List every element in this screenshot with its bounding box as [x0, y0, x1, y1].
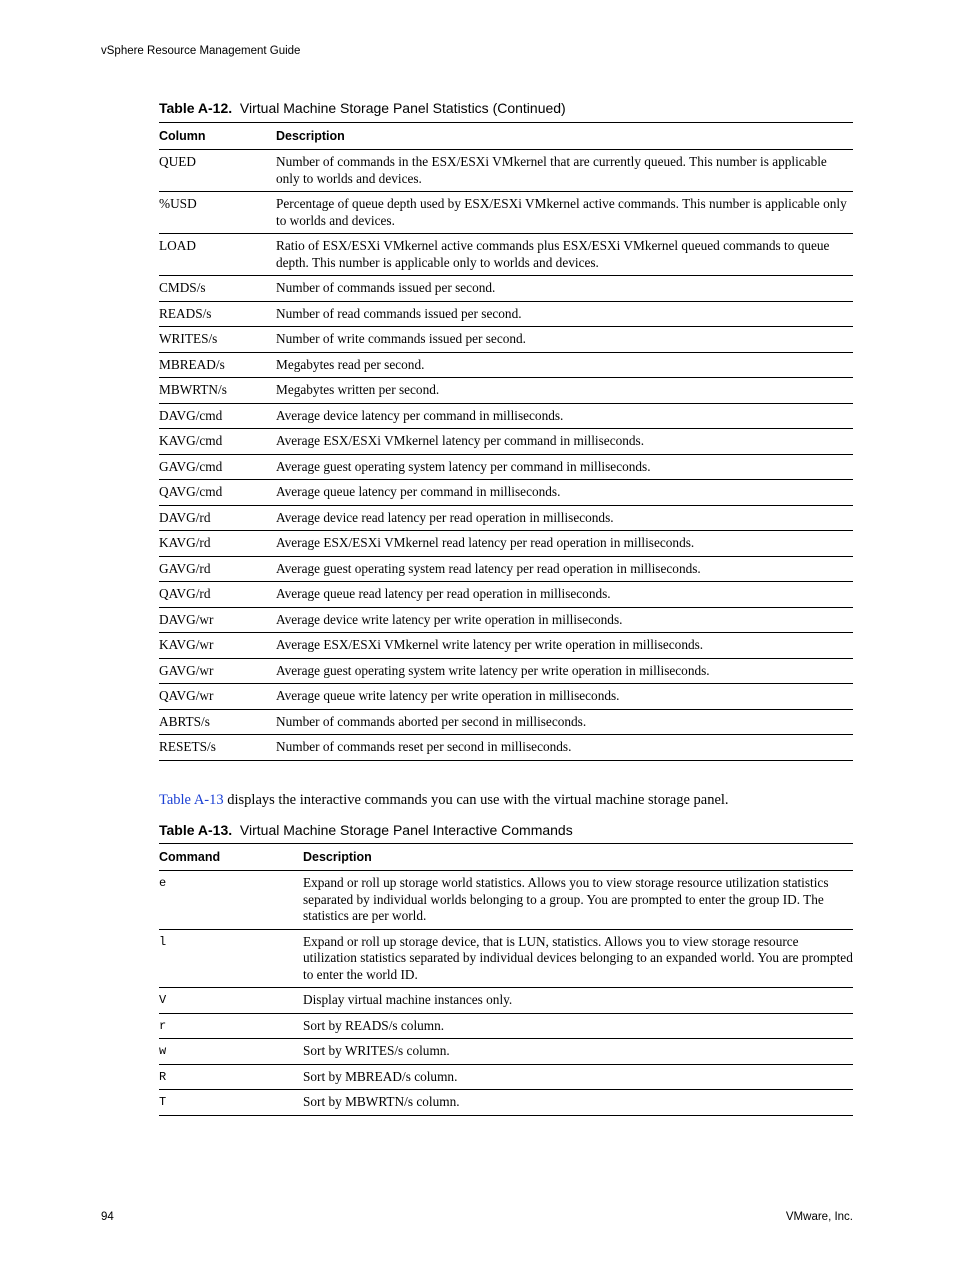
table-row [159, 1064, 853, 1090]
running-header: vSphere Resource Management Guide [101, 45, 301, 57]
cell-name: KAVG/rd [159, 531, 276, 557]
cell-name: GAVG/wr [159, 658, 276, 684]
table-row [159, 1039, 853, 1065]
table-row [159, 1013, 853, 1039]
cell-description: Number of commands in the ESX/ESXi VMkernel that are currently queued. This number is applicable only to worlds and devices. [276, 150, 853, 192]
cell-name: KAVG/wr [159, 633, 276, 659]
cell-description: Average queue latency per command in milliseconds. [276, 480, 853, 506]
cell-description: Sort by READS/s column. [303, 1013, 853, 1039]
table-row [159, 633, 853, 659]
cell-name: l [159, 929, 303, 988]
cell-name: %USD [159, 192, 276, 234]
table-row [159, 150, 853, 192]
cell-description: Megabytes written per second. [276, 378, 853, 404]
cell-name: QAVG/rd [159, 582, 276, 608]
table-row [159, 352, 853, 378]
column-header-description: Description [276, 123, 853, 150]
cell-name: MBREAD/s [159, 352, 276, 378]
table-row [159, 1090, 853, 1116]
cell-description: Average guest operating system read latency per read operation in milliseconds. [276, 556, 853, 582]
cell-name: KAVG/cmd [159, 429, 276, 455]
cell-description: Average device write latency per write operation in milliseconds. [276, 607, 853, 633]
page-number: 94 [101, 1211, 114, 1223]
table-row [159, 378, 853, 404]
cell-description: Number of read commands issued per second. [276, 301, 853, 327]
table-row [159, 684, 853, 710]
cell-description: Sort by MBREAD/s column. [303, 1064, 853, 1090]
table-row [159, 988, 853, 1014]
cell-name: ABRTS/s [159, 709, 276, 735]
cell-description: Number of commands reset per second in milliseconds. [276, 735, 853, 761]
table-row [159, 301, 853, 327]
cell-name: RESETS/s [159, 735, 276, 761]
cell-description: Number of write commands issued per second. [276, 327, 853, 353]
table-row [159, 929, 853, 988]
cell-description: Ratio of ESX/ESXi VMkernel active commands plus ESX/ESXi VMkernel queued commands to queue depth. This number is applicable only to worlds and devices. [276, 234, 853, 276]
table-row [159, 429, 853, 455]
table-a13-caption [159, 822, 573, 838]
cell-name: DAVG/cmd [159, 403, 276, 429]
intro-text: displays the interactive commands you can use with the virtual machine storage panel. [223, 792, 729, 808]
cell-description: Number of commands aborted per second in milliseconds. [276, 709, 853, 735]
cell-description: Average ESX/ESXi VMkernel latency per command in milliseconds. [276, 429, 853, 455]
table-row [159, 582, 853, 608]
cell-description: Expand or roll up storage world statistics. Allows you to view storage resource utilization statistics separated by individual worlds belonging to a group. You are prompted to enter the group ID. The statistics are per world. [303, 871, 853, 930]
cell-description: Average queue write latency per write operation in milliseconds. [276, 684, 853, 710]
table-a12-caption-text: Virtual Machine Storage Panel Statistics (Continued) [239, 100, 566, 116]
table-row [159, 871, 853, 930]
cell-name: V [159, 988, 303, 1014]
cell-name: DAVG/wr [159, 607, 276, 633]
footer-company: VMware, Inc. [785, 1211, 853, 1223]
cell-name: QUED [159, 150, 276, 192]
table-row [159, 531, 853, 557]
cell-name: QAVG/cmd [159, 480, 276, 506]
table-row [159, 234, 853, 276]
cell-name: DAVG/rd [159, 505, 276, 531]
table-a13-link[interactable]: Table A-13 [159, 792, 224, 808]
table-a12-caption-label: Table A-12. [159, 100, 233, 116]
table-row [159, 709, 853, 735]
table-header-row [159, 123, 853, 150]
column-header-command: Command [159, 844, 303, 871]
cell-description: Average device read latency per read operation in milliseconds. [276, 505, 853, 531]
cell-description: Expand or roll up storage device, that is LUN, statistics. Allows you to view storage resource utilization statistics separated by individual devices belonging to an expanded world. You are prompted to enter the world ID. [303, 929, 853, 988]
cell-name: R [159, 1064, 303, 1090]
table-a13-body [159, 871, 853, 1116]
cell-name: e [159, 871, 303, 930]
table-header-row [159, 844, 853, 871]
cell-description: Display virtual machine instances only. [303, 988, 853, 1014]
cell-name: READS/s [159, 301, 276, 327]
table-a13-caption-label: Table A-13. [159, 822, 233, 838]
table-row [159, 454, 853, 480]
table-row [159, 403, 853, 429]
cell-name: WRITES/s [159, 327, 276, 353]
cell-name: QAVG/wr [159, 684, 276, 710]
cell-name: MBWRTN/s [159, 378, 276, 404]
cell-name: T [159, 1090, 303, 1116]
table-row [159, 505, 853, 531]
table-row [159, 480, 853, 506]
table-a13 [159, 843, 853, 1116]
cell-name: LOAD [159, 234, 276, 276]
cell-description: Average guest operating system write latency per write operation in milliseconds. [276, 658, 853, 684]
cell-name: w [159, 1039, 303, 1065]
cell-description: Average ESX/ESXi VMkernel read latency per read operation in milliseconds. [276, 531, 853, 557]
cell-description: Average queue read latency per read operation in milliseconds. [276, 582, 853, 608]
table-row [159, 276, 853, 302]
intro-paragraph [159, 792, 853, 809]
cell-name: r [159, 1013, 303, 1039]
cell-name: CMDS/s [159, 276, 276, 302]
cell-description: Average device latency per command in milliseconds. [276, 403, 853, 429]
table-a12-body [159, 150, 853, 761]
cell-name: GAVG/cmd [159, 454, 276, 480]
cell-description: Sort by MBWRTN/s column. [303, 1090, 853, 1116]
cell-description: Sort by WRITES/s column. [303, 1039, 853, 1065]
column-header-description: Description [303, 844, 853, 871]
table-row [159, 735, 853, 761]
table-row [159, 556, 853, 582]
cell-description: Average guest operating system latency per command in milliseconds. [276, 454, 853, 480]
table-row [159, 607, 853, 633]
cell-name: GAVG/rd [159, 556, 276, 582]
cell-description: Megabytes read per second. [276, 352, 853, 378]
table-a12-caption [159, 100, 566, 116]
table-row [159, 192, 853, 234]
table-a13-caption-text: Virtual Machine Storage Panel Interactive Commands [239, 822, 573, 838]
cell-description: Percentage of queue depth used by ESX/ESXi VMkernel active commands. This number is applicable only to worlds and devices. [276, 192, 853, 234]
column-header-column: Column [159, 123, 276, 150]
table-row [159, 327, 853, 353]
table-row [159, 658, 853, 684]
cell-description: Average ESX/ESXi VMkernel write latency per write operation in milliseconds. [276, 633, 853, 659]
table-a12 [159, 122, 853, 761]
cell-description: Number of commands issued per second. [276, 276, 853, 302]
